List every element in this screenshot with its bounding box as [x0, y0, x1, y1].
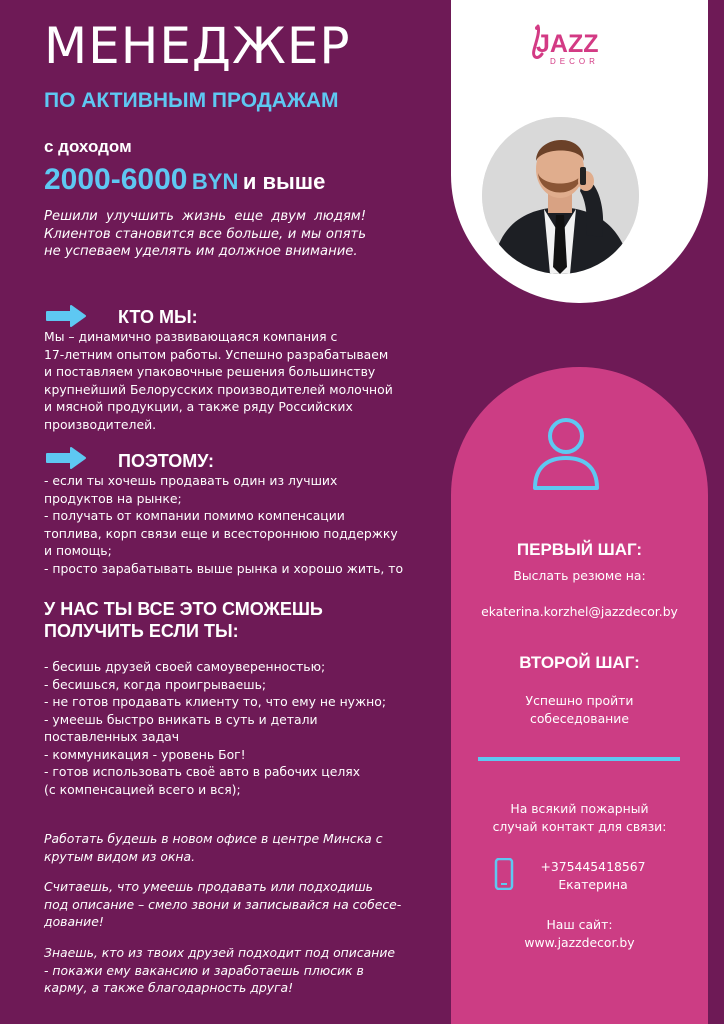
therefore-line: продуктов на рынке; — [44, 490, 182, 506]
therefore-line: топлива, корп связи еще и всестороннюю поддержку — [44, 525, 398, 541]
income-currency: BYN — [191, 169, 239, 194]
income-suffix: и выше — [242, 169, 326, 194]
requirement-line: - готов использовать своё авто в рабочих целях — [44, 764, 361, 779]
about-line: Мы – динамично развивающаяся компания с — [44, 329, 338, 344]
about-line: и мясной продукции, а также ряду Российских — [44, 399, 353, 414]
closing-paragraph-2: Считаешь, что умеешь продавать или подходишь под описание – смело звони и записывайся на собесе- дование! — [44, 879, 402, 929]
manager-photo — [482, 117, 639, 274]
about-text — [44, 328, 440, 433]
requirement-line: - бесишься, когда проигрываешь; — [44, 676, 267, 692]
contact-intro: На всякий пожарный случай контакт для связи: — [492, 801, 667, 834]
therefore-line: - получать от компании помимо компенсации — [44, 508, 345, 523]
requirement-line: - коммуникация - уровень Бог! — [44, 746, 246, 762]
about-heading: КТО МЫ: — [118, 307, 198, 327]
arrow-right-icon — [45, 446, 87, 470]
requirements-list — [44, 658, 440, 798]
income-label: с доходом — [44, 137, 132, 156]
first-step-heading: ПЕРВЫЙ ШАГ: — [516, 540, 643, 559]
requirement-line: - бесишь друзей своей самоуверенностью; — [44, 659, 326, 674]
arrow-right-icon — [45, 304, 87, 328]
logo-sub: DECOR — [550, 57, 599, 66]
about-line: 17-летним опытом работы. Успешно разрабатываем — [44, 346, 389, 362]
requirement-line: - умеешь быстро вникать в суть и детали — [44, 711, 318, 727]
email-link[interactable]: ekaterina.korzhel@jazzdecor.by — [481, 604, 678, 619]
phone-number[interactable]: +375445418567 — [540, 859, 646, 874]
phone-icon — [494, 858, 514, 890]
site-block — [451, 916, 708, 952]
income-row — [44, 163, 325, 197]
therefore-line: - если ты хочешь продавать один из лучших — [44, 473, 338, 488]
user-icon — [531, 416, 601, 492]
site-label: Наш сайт: — [546, 917, 613, 932]
income-amount: 2000-6000 — [44, 163, 188, 196]
divider — [478, 757, 680, 761]
therefore-heading: ПОЭТОМУ: — [118, 451, 215, 471]
first-step-text: Выслать резюме на: — [513, 568, 646, 583]
second-step-text: Успешно пройти собеседование — [525, 693, 634, 726]
contact-name: Екатерина — [558, 877, 628, 892]
therefore-line: и помощь; — [44, 543, 112, 558]
about-line: и поставляем упаковочные решения большинству — [44, 364, 376, 379]
requirements-heading: У НАС ТЫ ВСЕ ЭТО СМОЖЕШЬ ПОЛУЧИТЬ ЕСЛИ ТЫ: — [44, 599, 323, 641]
page-subtitle: ПО АКТИВНЫМ ПРОДАЖАМ — [44, 89, 339, 112]
contact-details — [518, 858, 668, 894]
intro-text: Решили улучшить жизнь еще двум людям! Клиентов становится все больше, и мы опять не успеваем уделять им должное внимание. — [44, 209, 366, 259]
about-line: крупнейший Белорусских производителей молочной — [44, 381, 393, 397]
logo-brand: JAZZ — [536, 30, 599, 58]
therefore-text — [44, 472, 440, 577]
requirement-line: - не готов продавать клиенту то, что ему не нужно; — [44, 694, 387, 709]
page-title: МЕНЕДЖЕР — [44, 17, 351, 75]
closing-paragraph-3: Знаешь, кто из твоих друзей подходит под описание - покажи ему вакансию и заработаешь плюсик в карму, а также благодарность друга! — [44, 945, 396, 995]
site-link[interactable]: www.jazzdecor.by — [524, 935, 635, 950]
second-step-heading: ВТОРОЙ ШАГ: — [519, 653, 640, 672]
therefore-line: - просто зарабатывать выше рынка и хорошо жить, то — [44, 560, 404, 576]
about-line: производителей. — [44, 416, 157, 432]
requirement-line: (с компенсацией всего и вся); — [44, 781, 241, 797]
requirement-line: поставленных задач — [44, 729, 180, 744]
closing-paragraph-1: Работать будешь в новом офисе в центре Минска с крутым видом из окна. — [44, 831, 383, 864]
